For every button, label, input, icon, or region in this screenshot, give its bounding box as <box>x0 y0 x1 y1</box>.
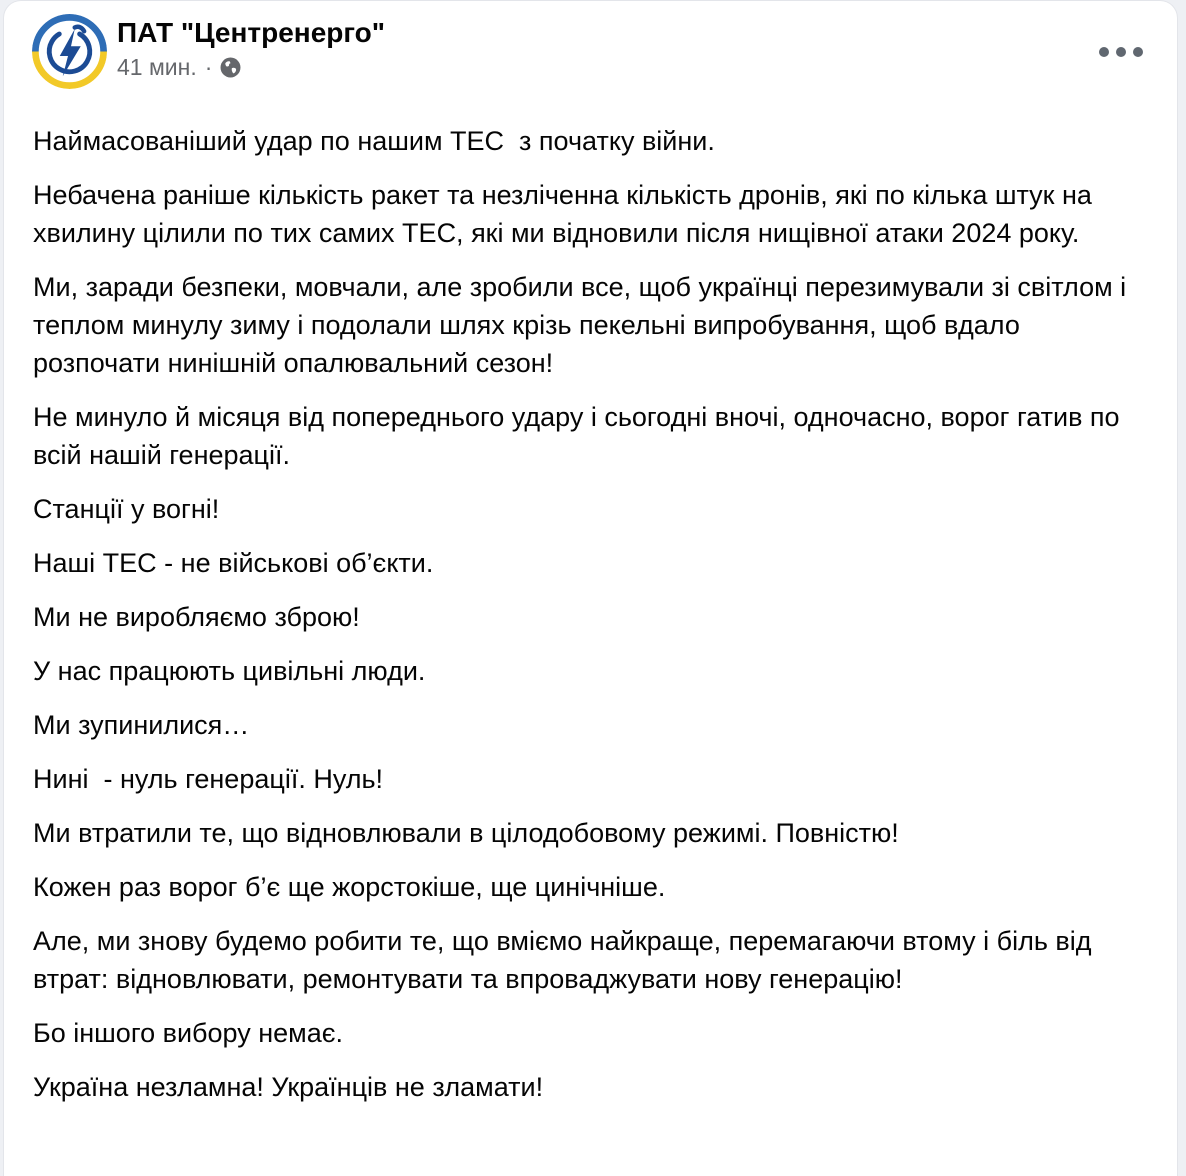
globe-icon <box>220 57 241 78</box>
page-name[interactable]: ПАТ "Центренерго" <box>117 17 386 48</box>
post-paragraph: Не минуло й місяця від попереднього удару і сьогодні вночі, одночасно, ворог гатив по всій нашій генерації. <box>33 402 1128 470</box>
post-paragraph: У нас працюють цивільні люди. <box>33 656 426 686</box>
post-text <box>4 89 1177 1126</box>
page-avatar[interactable] <box>32 14 107 89</box>
post-paragraph: Наші ТЕС - не військові об’єкти. <box>33 548 434 578</box>
post-header <box>4 1 1177 89</box>
post-paragraph: Ми не виробляємо зброю! <box>33 602 360 632</box>
post-paragraph: Але, ми знову будемо робити те, що вміємо найкраще, перемагаючи втому і біль від втрат: відновлювати, ремонтувати та впроваджувати нову генерацію! <box>33 926 1100 994</box>
post-paragraph: Нині - нуль генерації. Нуль! <box>33 764 384 794</box>
post-timestamp[interactable]: 41 мин. <box>117 54 197 80</box>
post-paragraph: Кожен раз ворог б’є ще жорстокіше, ще цинічніше. <box>33 872 666 902</box>
post-meta <box>117 54 385 80</box>
post-paragraph: Ми зупинилися… <box>33 710 250 740</box>
post-card <box>3 0 1178 1176</box>
post-paragraph: Ми, заради безпеки, мовчали, але зробили все, щоб українці перезимували зі світлом і теплом минулу зиму і подолали шлях крізь пекельні випробування, щоб вдало розпочати нинішній опалювальний сезон! <box>33 272 1134 378</box>
post-paragraph: Наймасованіший удар по нашим ТЕС з початку війни. <box>33 126 715 156</box>
ellipsis-icon <box>1098 46 1144 58</box>
post-paragraph: Станції у вогні! <box>33 494 220 524</box>
centrenergo-lightning-logo <box>35 17 103 85</box>
header-text-block <box>117 14 385 80</box>
post-paragraph: Ми втратили те, що відновлювали в цілодобовому режимі. Повністю! <box>33 818 899 848</box>
meta-separator: · <box>204 54 213 80</box>
post-paragraph: Небачена раніше кількість ракет та незліченна кількість дронів, які по кілька штук на хвилину цілили по тих самих ТЕС, які ми відновили після нищівної атаки 2024 року. <box>33 180 1100 248</box>
post-paragraph: Бо іншого вибору немає. <box>33 1018 343 1048</box>
post-menu-button[interactable] <box>1095 32 1147 72</box>
post-paragraph: Україна незламна! Українців не зламати! <box>33 1072 544 1102</box>
